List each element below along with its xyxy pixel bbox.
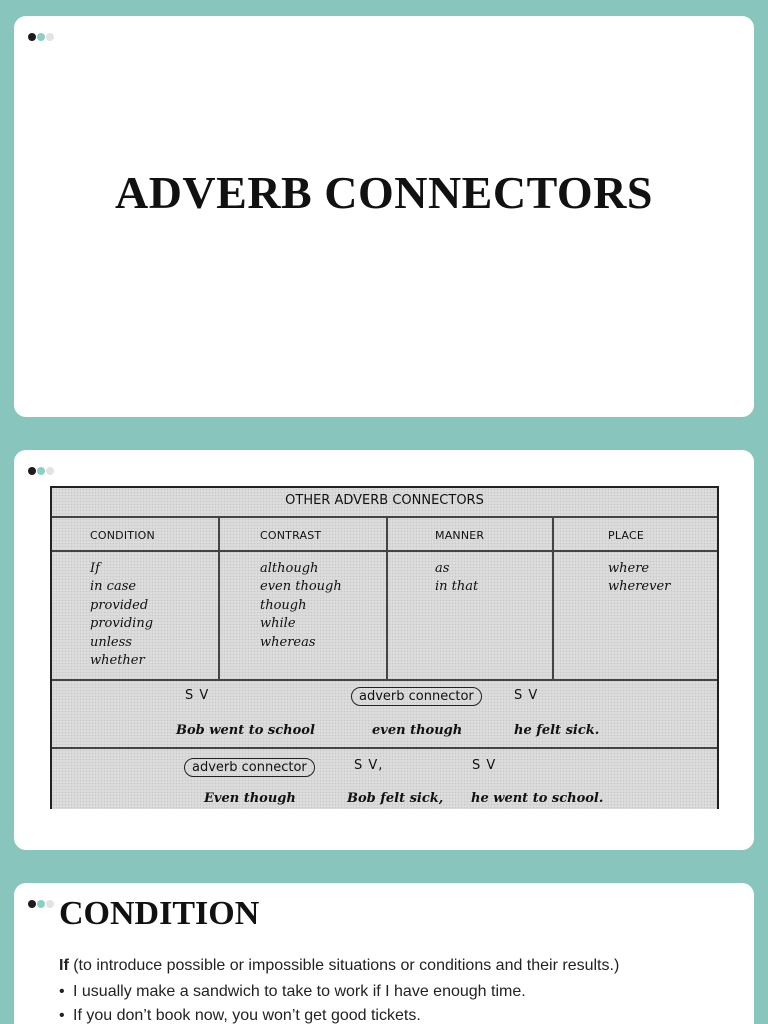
- column-header-contrast: CONTRAST: [260, 529, 322, 542]
- slide-title: ADVERB CONNECTORS: [114, 167, 654, 218]
- example-clause: he felt sick.: [514, 723, 600, 738]
- table-divider: [52, 550, 717, 552]
- table-divider: [386, 516, 388, 679]
- list-item: where: [608, 561, 650, 576]
- list-item: • I usually make a sandwich to take to work if I have enough time.: [59, 983, 526, 1001]
- adverb-connector-label: adverb connector: [184, 758, 315, 777]
- scanned-connectors-table: [50, 486, 719, 809]
- intro-description: (to introduce possible or impossible situations or conditions and their results.): [68, 957, 620, 974]
- condition-list: [90, 560, 153, 670]
- dot-icon: [28, 900, 36, 908]
- list-item: though: [260, 597, 307, 613]
- list-item: in that: [435, 579, 479, 595]
- list-item: even though: [260, 579, 342, 595]
- table-divider: [52, 679, 717, 681]
- list-item: while: [260, 616, 296, 632]
- example-clause: Bob felt sick,: [347, 791, 444, 806]
- table-divider: [52, 516, 717, 518]
- adverb-connector-label: adverb connector: [351, 687, 482, 706]
- manner-list: [435, 560, 478, 597]
- table-divider: [552, 516, 554, 679]
- list-item: although: [260, 561, 319, 576]
- list-item: providing: [90, 616, 154, 632]
- contrast-list: [260, 560, 342, 652]
- condition-slide: [14, 883, 754, 1024]
- list-item: whereas: [260, 634, 316, 650]
- table-divider: [52, 747, 717, 749]
- dot-icon: [37, 900, 45, 908]
- example-clause: he went to school.: [471, 791, 604, 806]
- place-list: [608, 560, 670, 597]
- subject-verb-label: S V,: [354, 758, 384, 773]
- list-item: wherever: [608, 579, 671, 595]
- list-item: provided: [90, 597, 149, 613]
- table-slide: [14, 450, 754, 850]
- dot-icon: [46, 900, 54, 908]
- dot-icon: [37, 33, 45, 41]
- example-list: [59, 983, 526, 1024]
- subject-verb-label: S V: [185, 688, 210, 703]
- table-title: OTHER ADVERB CONNECTORS: [285, 493, 484, 508]
- section-heading: CONDITION: [59, 895, 260, 932]
- dot-icon: [28, 33, 36, 41]
- intro-text: [59, 957, 619, 975]
- subject-verb-label: S V: [472, 758, 497, 773]
- column-header-condition: CONDITION: [90, 529, 155, 542]
- example-connector: even though: [372, 723, 463, 738]
- list-item: • If you don’t book now, you won’t get good tickets.: [59, 1007, 526, 1024]
- list-item: whether: [90, 653, 145, 669]
- intro-keyword: If: [59, 957, 69, 974]
- table-divider: [218, 516, 220, 679]
- list-item: unless: [90, 634, 132, 650]
- title-slide: [14, 16, 754, 417]
- list-item: as: [435, 561, 450, 576]
- dot-icon: [28, 467, 36, 475]
- dot-icon: [37, 467, 45, 475]
- subject-verb-label: S V: [514, 688, 539, 703]
- list-item: in case: [90, 579, 137, 595]
- column-header-manner: MANNER: [435, 529, 485, 542]
- dot-icon: [46, 33, 54, 41]
- example-connector: Even though: [204, 791, 296, 806]
- column-header-place: PLACE: [608, 529, 644, 542]
- dot-icon: [46, 467, 54, 475]
- list-item: If: [90, 561, 100, 576]
- example-clause: Bob went to school: [176, 723, 315, 738]
